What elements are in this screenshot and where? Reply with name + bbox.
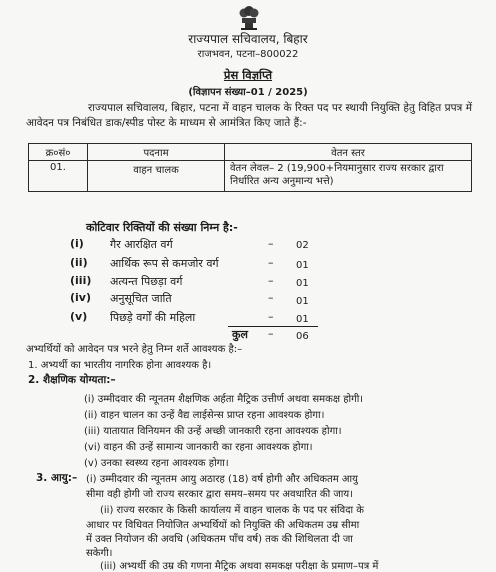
total-label: कुल [232,328,248,341]
vacancy-count: 01 [296,260,309,271]
vacancy-count: 02 [296,240,309,251]
table-header-post: पदनाम [88,144,225,161]
vacancy-count: 01 [296,314,309,325]
vacancy-label: गैर आरक्षित वर्ग [110,238,173,251]
table-cell-post: वाहन चालक [88,161,225,192]
condition-1: 1. अभ्यर्थी का भारतीय नागरिक होना आवश्यक है। [28,360,212,371]
org-name: राज्यपाल सचिवालय, बिहार [188,32,308,46]
ad-number: (विज्ञापन संख्या–01 / 2025) [188,87,308,98]
table-header-pay: वेतन स्तर [225,144,472,161]
vacancy-label: अनुसूचित जाति [110,292,172,305]
table-cell-pay: वेतन लेवल– 2 (19,900+नियमानुसार राज्य सरकार द्वारा निर्धारित अन्य अनुमान्य भत्ते) [225,161,472,192]
table-header-sno: क्र०सं० [29,144,88,161]
vacancy-label: अत्यन्त पिछड़ा वर्ग [110,275,183,288]
age-rule-ii-line: सकेगी। [86,548,113,559]
vacancy-title: कोटिवार रिक्तियों की संख्या निम्न है:- [86,221,238,234]
age-rule-i-line: सीमा वही होगी जो राज्य सरकार द्वारा समय–समय पर अवधारित की जाय। [86,489,353,500]
age-rule-i-line: (i) उम्मीदवार की न्यूनतम आयु अठारह (18) वर्ष होगी और अधिकतम आयु [86,474,358,485]
age-rule-iii-line: (iii) अभ्यर्थी की उम्र की गणना मैट्रिक अथवा समकक्ष परीक्षा के प्रमाण–पत्र में [100,561,379,572]
vacancy-count: 01 [296,296,309,307]
vacancy-no: (i) [70,237,84,250]
qualification-item: (v) उनका स्वस्थ्य रहना आवश्यक होगा। [84,458,229,469]
vacancy-no: (iv) [70,291,91,304]
conditions-intro: अभ्यर्थियों को आवेदन पत्र भरने हेतु निम्न शर्ते आवश्यक है:– [26,344,243,355]
vacancy-dash: – [268,256,274,269]
qualification-item: (i) उम्मीदवार की न्यूनतम शैक्षणिक अर्हता मैट्रिक उत्तीर्ण अथवा समकक्ष होगी। [84,394,364,405]
vacancy-dash: – [268,291,274,304]
qualification-item: (vi) वाहन की उन्हें सामान्य जानकारी का रहना आवश्यक होगा। [84,442,313,453]
vacancy-count: 01 [296,278,309,289]
condition-3-label: 3. आयु:– [36,472,78,484]
vacancy-no: (iii) [70,274,92,287]
vacancy-label: पिछड़े वर्गों की महिला [110,311,196,324]
qualification-item: (iii) यातायात विनियमन की उन्हें अच्छी जानकारी रहना आवश्यक होगा। [84,426,342,437]
condition-2-heading: 2. शैक्षणिक योग्यता:– [28,374,116,386]
vacancy-label: आर्थिक रूप से कमजोर वर्ग [110,257,219,270]
table-cell-sno: 01. [29,161,88,192]
post-table [28,143,472,192]
total-dash: – [268,327,274,340]
vacancy-dash: – [268,310,274,323]
intro-paragraph: राज्यपाल सचिवालय, बिहार, पटना में वाहन चालक के रिक्त पद पर स्थायी नियुक्ति हेतु विहित प्रपत्र में आवेदन पत्र निबंधित डाक/स्पीड पोस्ट के माध्यम से आमंत्रित किए जाते हैं:- [26,102,472,129]
vacancy-dash: – [268,237,274,250]
state-emblem-icon [238,4,260,30]
qualification-item: (ii) वाहन चालन का उन्हें वैद्य लाईसेन्स प्राप्त रहना आवश्यक होगा। [84,410,325,421]
age-rule-ii-line: आधार पर विधिवत नियोजित अभ्यर्थियों को नियुक्ति की अधिकतम उम्र सीमा [86,520,360,531]
age-rule-ii-line: (ii) राज्य सरकार के किसी कार्यालय में वाहन चालक के पद पर संविदा के [100,505,364,516]
org-address: राजभवन, पटना–800022 [197,49,299,60]
vacancy-dash: – [268,274,274,287]
age-rule-ii-line: में उक्त नियोजन की अवधि (अधिकतम पाँच वर्ष) तक की शिथिलता दी जा [86,534,353,545]
total-count: 06 [296,331,309,342]
notice-title: प्रेस विज्ञप्ति [223,68,273,82]
vacancy-no: (v) [70,310,88,323]
vacancy-no: (ii) [70,256,88,269]
